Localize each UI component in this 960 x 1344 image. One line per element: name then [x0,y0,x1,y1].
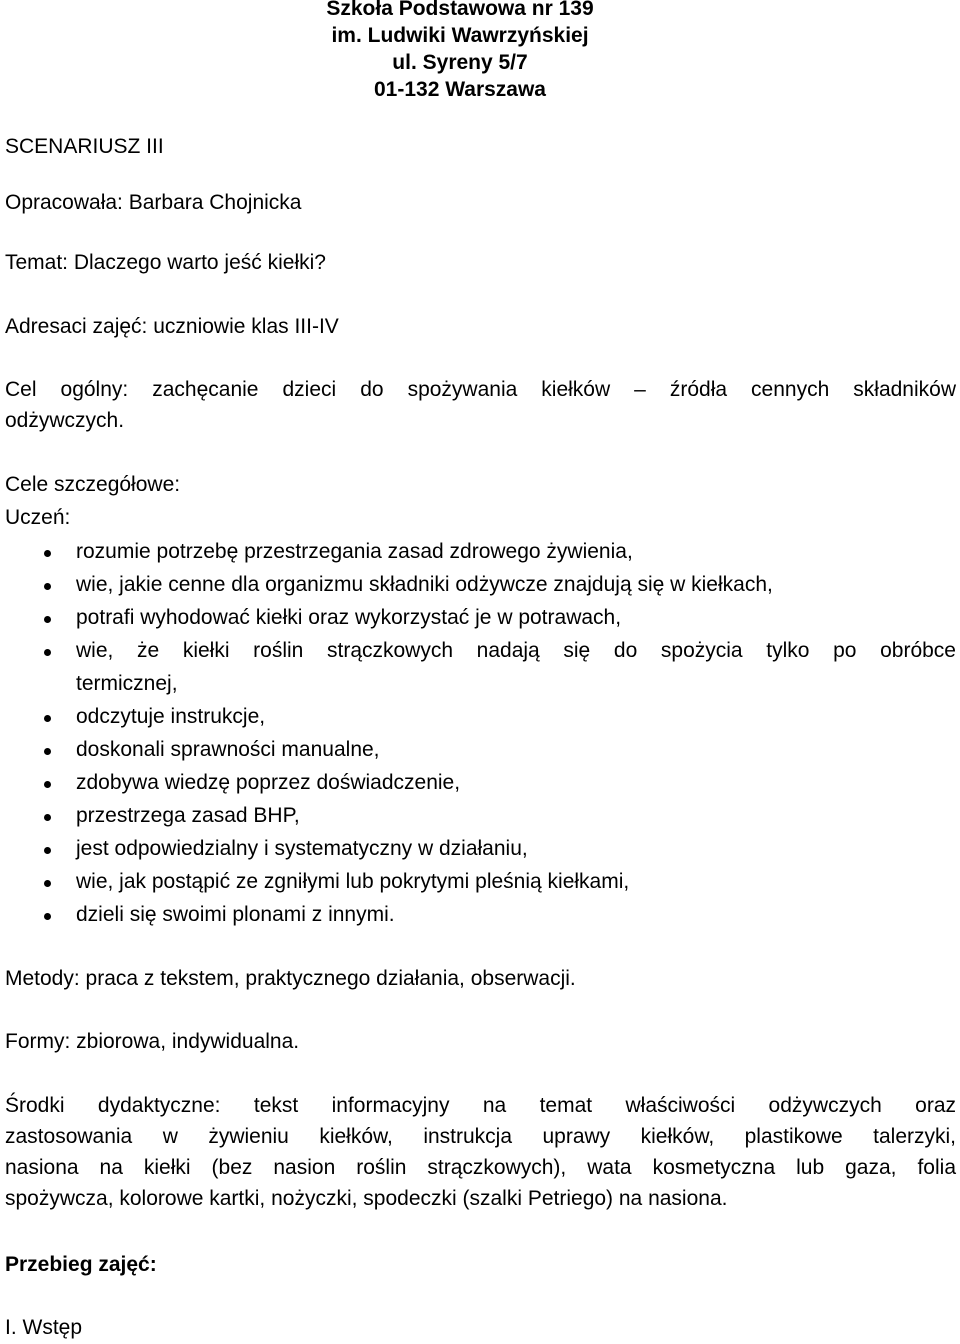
list-item: wie, jakie cenne dla organizmu składniki odżywcze znajdują się w kiełkach, [5,568,956,601]
list-item: jest odpowiedzialny i systematyczny w działaniu, [5,832,956,865]
list-item: odczytuje instrukcje, [5,700,956,733]
bullet-icon [44,616,51,623]
bullet-icon [44,814,51,821]
school-header [300,0,620,103]
school-city: 01-132 Warszawa [374,78,546,101]
list-item: przestrzega zasad BHP, [5,799,956,832]
list-item: dzieli się swoimi plonami z innymi. [5,898,956,931]
student-label: Uczeń: [5,506,71,529]
course-heading: Przebieg zajęć: [5,1253,157,1276]
goals-list [5,535,956,931]
bullet-icon [44,748,51,755]
bullet-icon [44,583,51,590]
forms-line: Formy: zbiorowa, indywidualna. [5,1030,300,1053]
school-patron: im. Ludwiki Wawrzyńskiej [331,24,589,47]
bullet-icon [44,913,51,920]
list-item: zdobywa wiedzę poprzez doświadczenie, [5,766,956,799]
general-goal-line-1: Cel ogólny: zachęcanie dzieci do spożywania kiełków – źródła cennych składników [5,378,956,401]
teaching-means [5,1090,956,1214]
methods-line: Metody: praca z tekstem, praktycznego działania, obserwacji. [5,967,576,990]
general-goal-line-2: odżywczych. [5,409,125,432]
list-item: wie, jak postąpić ze zgniłymi lub pokrytymi pleśnią kiełkami, [5,865,956,898]
bullet-icon [44,847,51,854]
school-name: Szkoła Podstawowa nr 139 [326,0,594,20]
bullet-icon [44,715,51,722]
list-item: doskonali sprawności manualne, [5,733,956,766]
means-line-2: zastosowania w żywieniu kiełków, instrukcja uprawy kiełków, plastikowe talerzyki, [5,1125,956,1148]
general-goal [5,374,956,436]
specific-goals-label: Cele szczegółowe: [5,473,181,496]
bullet-icon [44,550,51,557]
topic-line: Temat: Dlaczego warto jeść kiełki? [5,251,326,274]
means-line-1: Środki dydaktyczne: tekst informacyjny na temat właściwości odżywczych oraz [5,1094,956,1117]
author-line: Opracowała: Barbara Chojnicka [5,191,302,214]
bullet-icon [44,880,51,887]
audience-line: Adresaci zajęć: uczniowie klas III-IV [5,315,339,338]
scenario-title: SCENARIUSZ III [5,135,164,158]
list-item: wie, że kiełki roślin strączkowych nadają się do spożycia tylko po obróbce termicznej, [5,634,956,700]
list-item: rozumie potrzebę przestrzegania zasad zdrowego żywienia, [5,535,956,568]
school-street: ul. Syreny 5/7 [392,51,528,74]
means-line-4: spożywcza, kolorowe kartki, nożyczki, spodeczki (szalki Petriego) na nasiona. [5,1187,728,1210]
bullet-icon [44,649,51,656]
list-item: potrafi wyhodować kiełki oraz wykorzystać je w potrawach, [5,601,956,634]
means-line-3: nasiona na kiełki (bez nasion roślin strączkowych), wata kosmetyczna lub gaza, folia [5,1156,956,1179]
intro-heading: I. Wstęp [5,1316,83,1339]
bullet-icon [44,781,51,788]
